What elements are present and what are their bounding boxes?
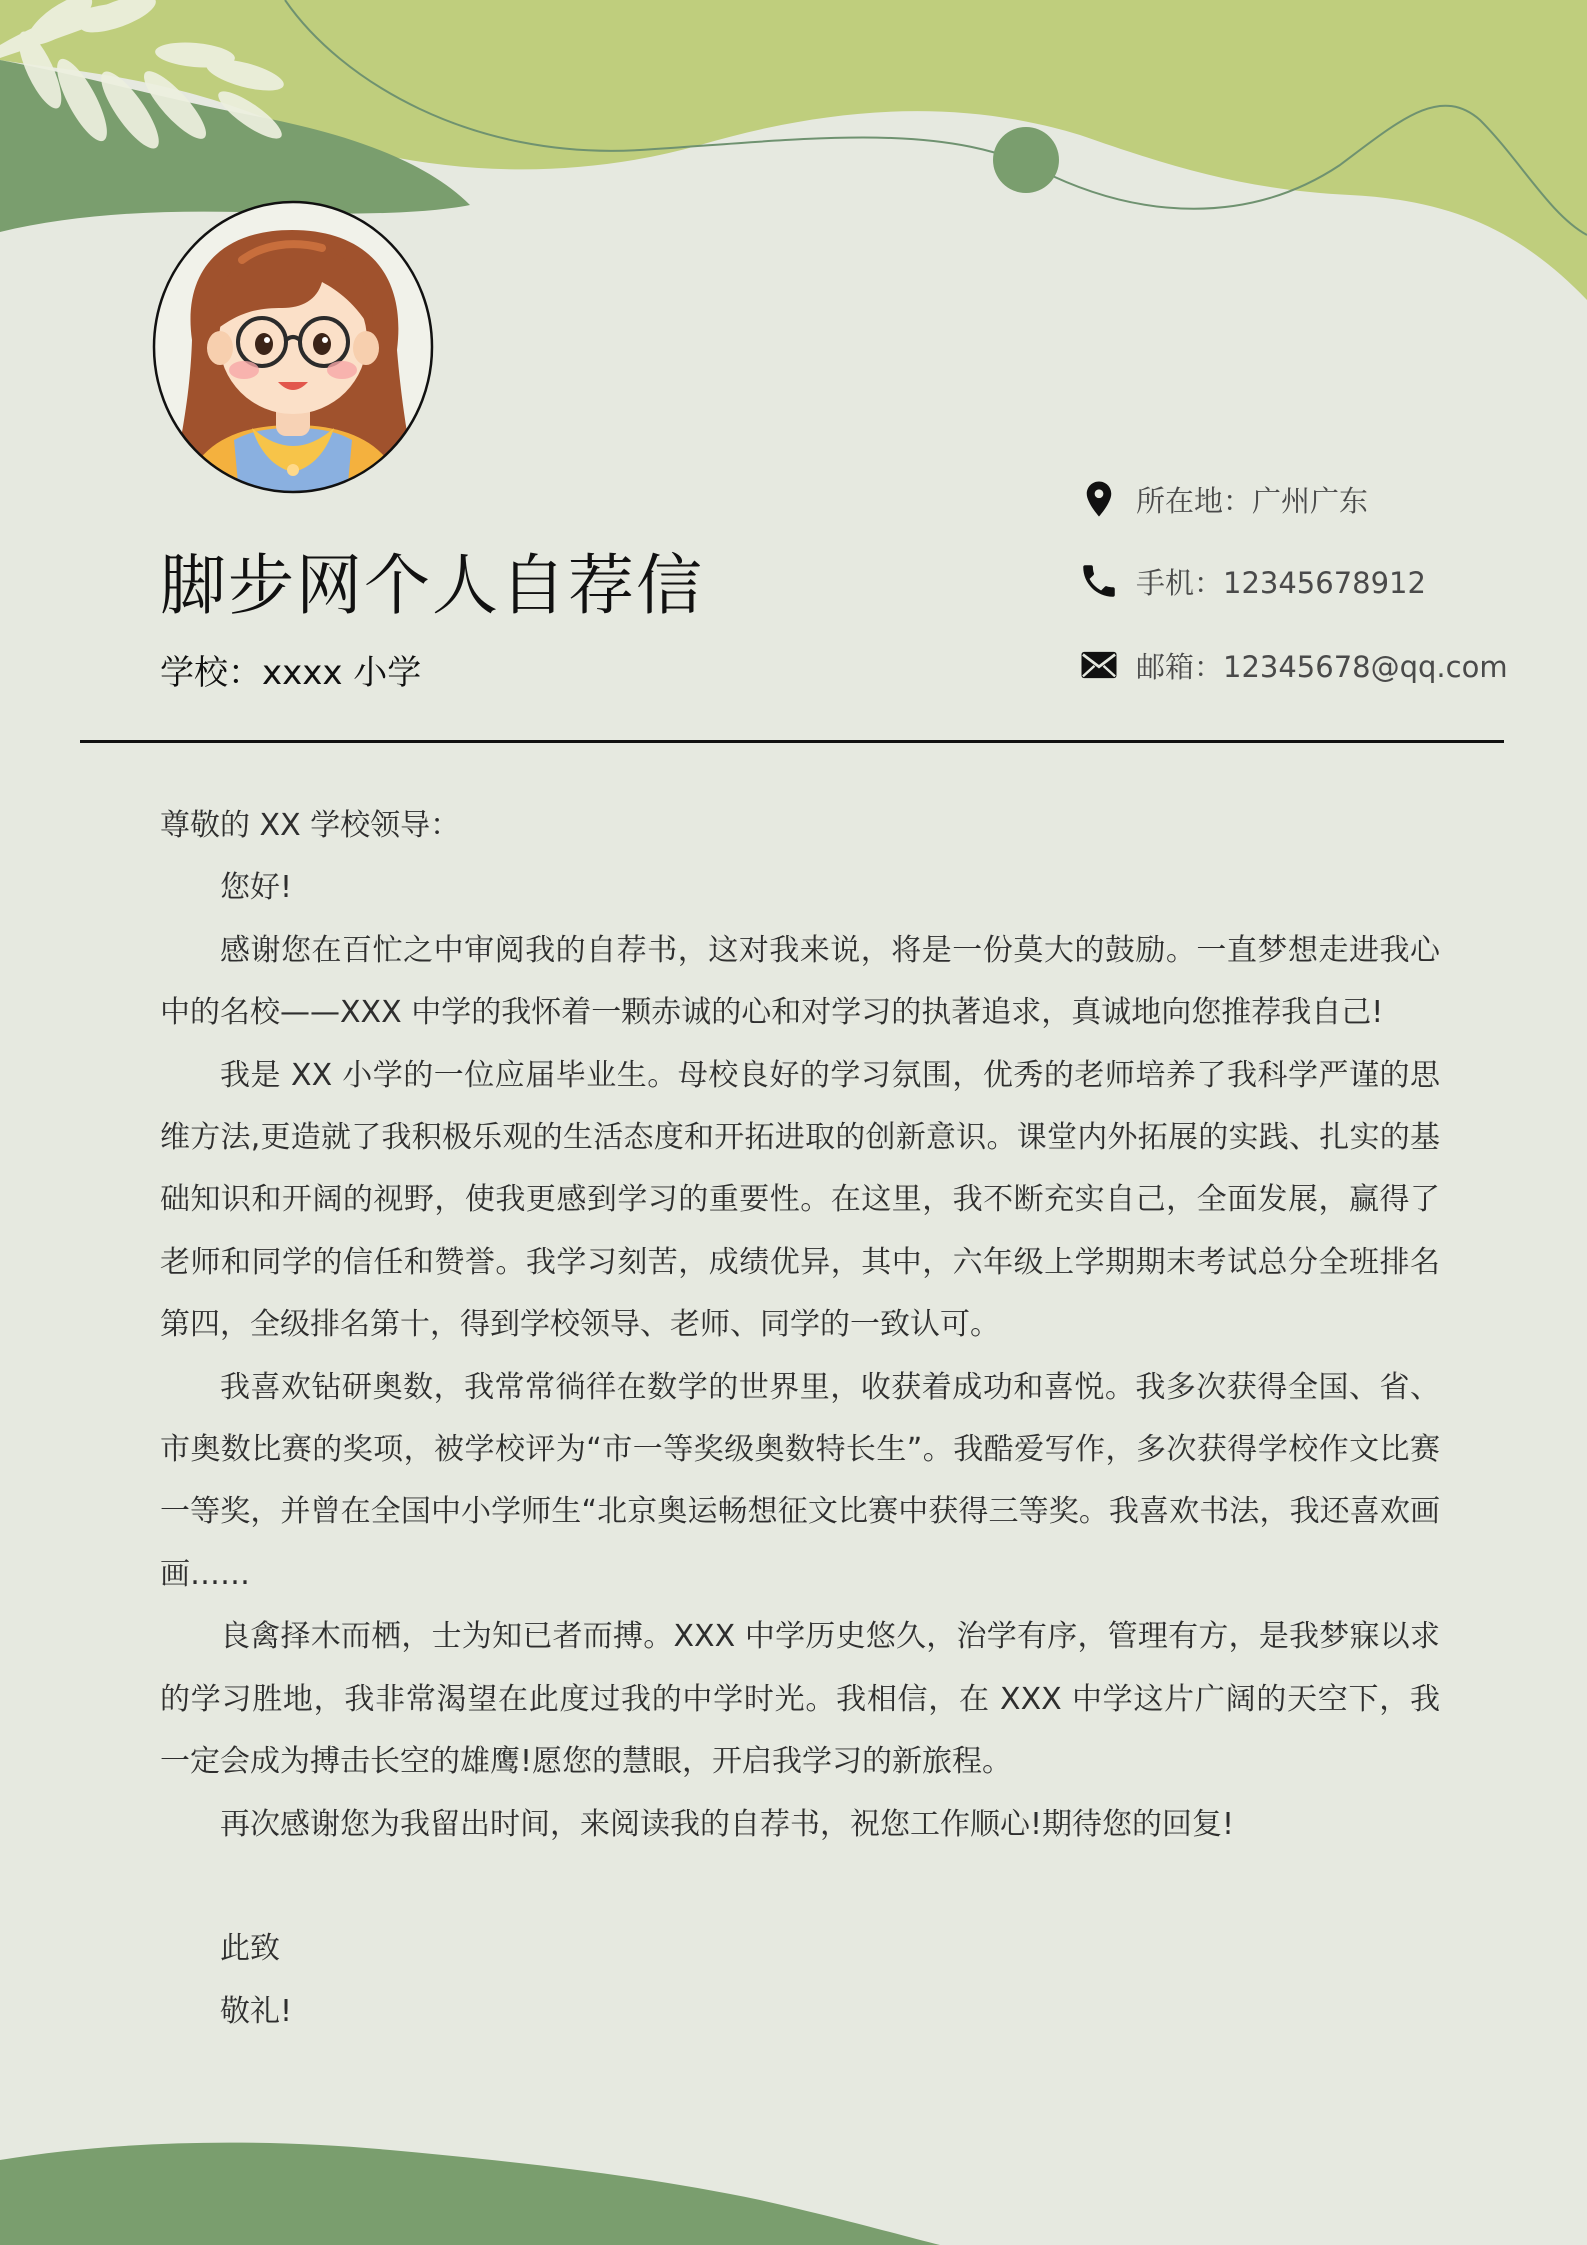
paragraph: 我是 XX 小学的一位应届毕业生。母校良好的学习氛围，优秀的老师培养了我科学严谨的思维方法,更造就了我积极乐观的生活态度和开拓进取的创新意识。课堂内外拓展的实践、扎实的基础知识和开阔的视野，使我更感到学习的重要性。在这里，我不断充实自己，全面发展，赢得了老师和同学的信任和赞誉。我学习刻苦，成绩优异，其中，六年级上学期期末考试总分全班排名第四，全级排名第十，得到学校领导、老师、同学的一致认可。 (160, 1057, 1440, 1343)
letter-body (160, 795, 1440, 2043)
contact-email (1078, 642, 1508, 688)
location-text: 所在地：广州广东 (1136, 483, 1369, 518)
closing-line: 此致 (220, 1931, 280, 1967)
page-title: 脚步网个人自荐信 (160, 547, 704, 624)
contact-phone (1078, 558, 1426, 604)
paragraph: 感谢您在百忙之中审阅我的自荐书，这对我来说，将是一份莫大的鼓励。一直梦想走进我心中的名校——XXX 中学的我怀着一颗赤诚的心和对学习的执著追求，真诚地向您推荐我自己! (160, 932, 1440, 1031)
phone-icon (1078, 560, 1120, 602)
greeting: 您好! (220, 870, 293, 906)
school-label: 学校：xxxx 小学 (160, 653, 422, 693)
paragraph: 良禽择木而栖，士为知已者而搏。XXX 中学历史悠久，治学有序，管理有方，是我梦寐以求的学习胜地，我非常渴望在此度过我的中学时光。我相信，在 XXX 中学这片广阔的天空下，我一定会成为搏击长空的雄鹰!愿您的慧眼，开启我学习的新旅程。 (160, 1619, 1440, 1780)
contact-location (1078, 476, 1368, 522)
decorative-dot (993, 127, 1059, 193)
closing-line: 敬礼! (220, 1993, 293, 2029)
email-icon (1078, 644, 1120, 686)
bottom-wave (0, 2143, 940, 2245)
spacer (160, 1856, 1440, 1918)
location-pin-icon (1078, 478, 1120, 520)
phone-text: 手机：12345678912 (1136, 565, 1426, 600)
salutation: 尊敬的 XX 学校领导： (160, 808, 461, 843)
paragraph: 我喜欢钻研奥数，我常常徜徉在数学的世界里，收获着成功和喜悦。我多次获得全国、省、市奥数比赛的奖项，被学校评为“市一等奖级奥数特长生”。我酷爱写作，多次获得学校作文比赛一等奖，并曾在全国中小学师生“北京奥运畅想征文比赛中获得三等奖。我喜欢书法，我还喜欢画画…… (160, 1369, 1440, 1592)
avatar (152, 200, 434, 494)
email-text: 邮箱：12345678@qq.com (1136, 649, 1508, 684)
paragraph: 再次感谢您为我留出时间，来阅读我的自荐书，祝您工作顺心!期待您的回复! (220, 1806, 1235, 1842)
header-divider (80, 740, 1504, 743)
